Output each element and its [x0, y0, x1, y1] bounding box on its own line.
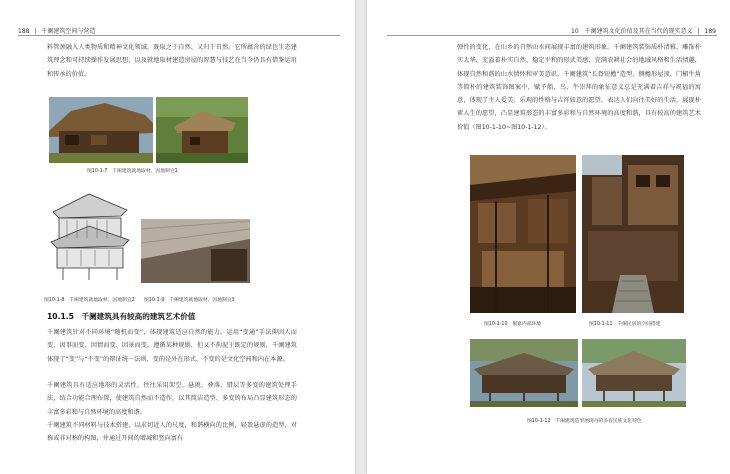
body-paragraph-1: 千阑建筑针对不同环境“随机而变”，体现建筑适应自然的能力，运用“变通”手法抑因人而变、因事而变、因情而变、因景而变，遵循某种规则，但又不拘泥于既定的规则，千阑建筑体现了“变”与“不变”的辩证统一法则，变的是外在形式，不变的是文化空间和内在本源。 [47, 329, 297, 363]
figure-10-1-10-photo [470, 155, 576, 313]
figure-10-1-9-caption: 图10-1-9 千阑建筑就地取材、因地制宜3 [144, 298, 235, 303]
figure-10-1-8-sketch [47, 190, 133, 282]
page-number: 189 [704, 28, 716, 35]
figure-10-1-9-photo [141, 219, 250, 283]
figure-10-1-8-caption: 图10-1-8 千阑建筑就地取材、因地制宜2 [44, 298, 135, 303]
page-number: 188 [18, 28, 30, 35]
figure-10-1-12-caption: 图10-1-12 千阑建筑造型展现丹阶多有民族文化特色 [527, 419, 642, 424]
page-header-right: 10 千阑建筑文化价值及其在当代的现实意义 | 189 [571, 28, 716, 35]
left-page [0, 0, 355, 474]
intro-paragraph: 弹性的变化，在山乡的自然山水间展现丰富的建筑形象。千阑建筑装饰质朴清雅，雕饰朴实大华，充溢着朴实自然、稳定平和的形式美感，充满农耕社会的地域风格和生活情趣，体现自然和谐的山水情怀和审美意识。千阑建筑“长脊短檐”造型、侧檐形屋顶、门楣牛角等简朴的建筑装饰图案中，赋予船、鸟、牛崇拜的象征意义总是充满着吉祥与祝福的寓意，体现了主人爱美、乐观的性格与吉祥如意的愿望，表达人们向往美好的生活，展现朴素人生的愿望，凸显建筑形态的丰富多彩和与自然环境的高度和谐，具有较高的建筑艺术价值（图10-1-10~图10-1-12）。 [457, 44, 701, 131]
header-rule [387, 35, 717, 36]
intro-paragraph: 料管颈融入人类物质和精神文化领域，既取之于自然、又归于自然。它所蕴含的绿色生态建筑理念和可持续操作发展思想，以及就地取材建造房屋的智慧与技艺在当今仍具有借鉴运用和传承的价值。 [47, 44, 297, 78]
header-rule [18, 35, 340, 36]
page-header-left: 188 | 千阑建筑空间与营造 [18, 28, 96, 35]
figure-10-1-7-caption: 图10-1-7 千阑建筑就地取材、因地制宜1 [87, 169, 178, 174]
figure-10-1-10-caption: 图10-1-10 侗寨内部环境 [484, 322, 542, 327]
running-title: 千阑建筑空间与营造 [41, 28, 96, 35]
right-page [367, 0, 730, 474]
figure-10-1-7-photo-b [156, 97, 248, 163]
body-paragraph-3: 千阑建筑不同材料与技术搭建，以求切近人的尺度，和谐横向的比例，轻盈悬虚的造型，对称或非对称的构图，并通过开间的增减和竖向富有 [47, 422, 297, 443]
figure-10-1-11-caption: 图10-1-11 千阑民居的空间搭建 [589, 322, 661, 327]
figure-10-1-11-photo [582, 155, 684, 313]
figure-10-1-7-photo-a [49, 97, 153, 163]
figure-10-1-12-photo-a [470, 339, 578, 407]
body-paragraph-2: 千阑建筑具有适应地形的灵活性，往往采用架空、悬挑、叠落、错层等多变的建筑处理手法，结合功能合理布置，使建筑自然而不造作，以其简洁造型、多变的布局凸显建筑形态的丰富多彩和与自然环境的高度和谐。 [47, 382, 297, 416]
section-heading: 10.1.5 千阑建筑具有较高的建筑艺术价值 [47, 312, 196, 321]
figure-10-1-12-photo-b [582, 339, 686, 407]
running-title: 10 千阑建筑文化价值及其在当代的现实意义 [571, 28, 693, 35]
